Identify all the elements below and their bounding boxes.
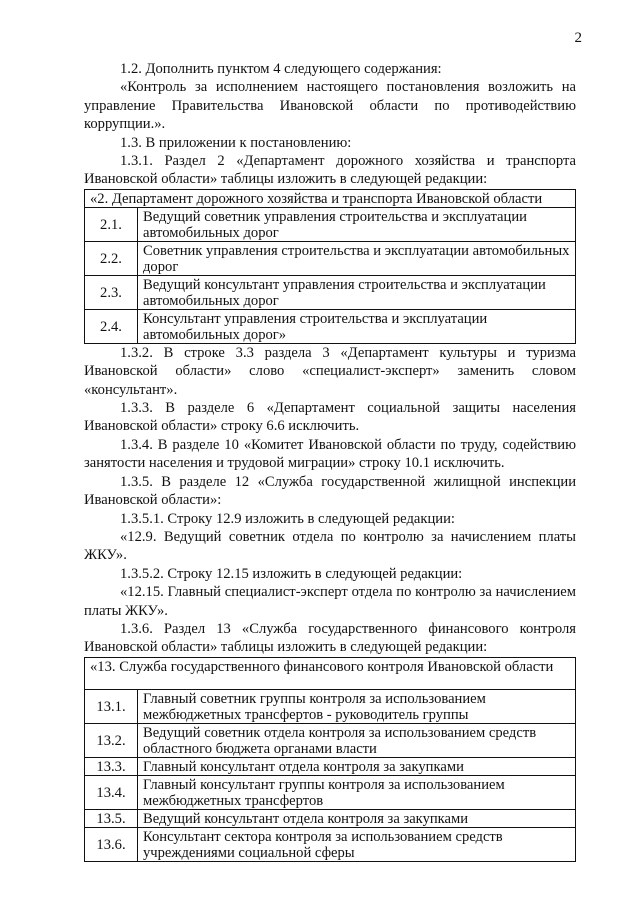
paragraph-12-15: «12.15. Главный специалист-эксперт отдела по контролю за начислением платы ЖКУ». (84, 584, 576, 619)
row-text: Ведущий консультант отдела контроля за закупками (138, 809, 576, 827)
document-body (84, 60, 576, 862)
row-number: 13.1. (85, 689, 138, 723)
row-number: 13.3. (85, 757, 138, 775)
page-number: 2 (574, 30, 582, 46)
row-text: Ведущий советник управления строительства и эксплуатации автомобильных дорог (138, 207, 576, 241)
table-row (85, 689, 576, 723)
row-text: Ведущий советник отдела контроля за использованием средств областного бюджета органами власти (138, 723, 576, 757)
paragraph-1-3-5-1: 1.3.5.1. Строку 12.9 изложить в следующей редакции: (120, 510, 455, 527)
row-number: 2.4. (85, 309, 138, 343)
row-number: 2.1. (85, 207, 138, 241)
paragraph-12-9: «12.9. Ведущий советник отдела по контролю за начислением платы ЖКУ». (84, 528, 576, 564)
paragraph-1-3-2: 1.3.2. В строке 3.3 раздела 3 «Департамент культуры и туризма Ивановской области» слово «специалист-эксперт» заменить словом «консультант». (84, 344, 576, 398)
row-text: Консультант управления строительства и эксплуатации автомобильных дорог» (138, 309, 576, 343)
paragraph-1-3-1: 1.3.1. Раздел 2 «Департамент дорожного хозяйства и транспорта Ивановской области» таблицы изложить в следующей редакции: (84, 153, 576, 188)
row-number: 13.2. (85, 723, 138, 757)
paragraph-1-3-5: 1.3.5. В разделе 12 «Служба государственной жилищной инспекции Ивановской области»: (84, 473, 576, 509)
paragraph-1-3-4: 1.3.4. В разделе 10 «Комитет Ивановской области по труду, содействию занятости населения и трудовой миграции» строку 10.1 исключить. (84, 436, 576, 472)
row-number: 13.6. (85, 827, 138, 861)
paragraph-control-clause: «Контроль за исполнением настоящего постановления возложить на управление Правительства Ивановской области по противодействию коррупции.». (84, 79, 576, 133)
paragraph-1-2: 1.2. Дополнить пунктом 4 следующего содержания: (120, 61, 442, 77)
table-row (85, 757, 576, 775)
table-row (85, 775, 576, 809)
row-number: 13.4. (85, 775, 138, 809)
row-text: Главный консультант группы контроля за использованием межбюджетных трансфертов (138, 775, 576, 809)
row-text: Ведущий консультант управления строительства и эксплуатации автомобильных дорог (138, 275, 576, 309)
table-row (85, 275, 576, 309)
paragraph-1-3-3: 1.3.3. В разделе 6 «Департамент социальной защиты населения Ивановской области» строку 6.6 исключить. (84, 400, 576, 435)
row-text: Советник управления строительства и эксплуатации автомобильных дорог (138, 241, 576, 275)
row-number: 2.3. (85, 275, 138, 309)
table-row (85, 809, 576, 827)
table-row (85, 207, 576, 241)
paragraph-1-3-6: 1.3.6. Раздел 13 «Служба государственного финансового контроля Ивановской области» таблицы изложить в следующей редакции: (84, 620, 576, 656)
row-text: Главный советник группы контроля за использованием межбюджетных трансфертов - руководитель группы (138, 689, 576, 723)
table-row (85, 309, 576, 343)
row-text: Главный консультант отдела контроля за закупками (138, 757, 576, 775)
paragraph-1-3: 1.3. В приложении к постановлению: (120, 134, 352, 151)
table-row (85, 241, 576, 275)
row-number: 2.2. (85, 241, 138, 275)
table-row (85, 723, 576, 757)
row-text: Консультант сектора контроля за использованием средств учреждениями социальной сферы (138, 827, 576, 861)
table1-header: «2. Департамент дорожного хозяйства и транспорта Ивановской области (85, 189, 576, 207)
row-number: 13.5. (85, 809, 138, 827)
table2-header: «13. Служба государственного финансового контроля Ивановской области (85, 657, 576, 689)
table-section-13 (84, 657, 576, 862)
table-row (85, 827, 576, 861)
table-section-2 (84, 189, 576, 344)
paragraph-1-3-5-2: 1.3.5.2. Строку 12.15 изложить в следующей редакции: (120, 565, 463, 582)
